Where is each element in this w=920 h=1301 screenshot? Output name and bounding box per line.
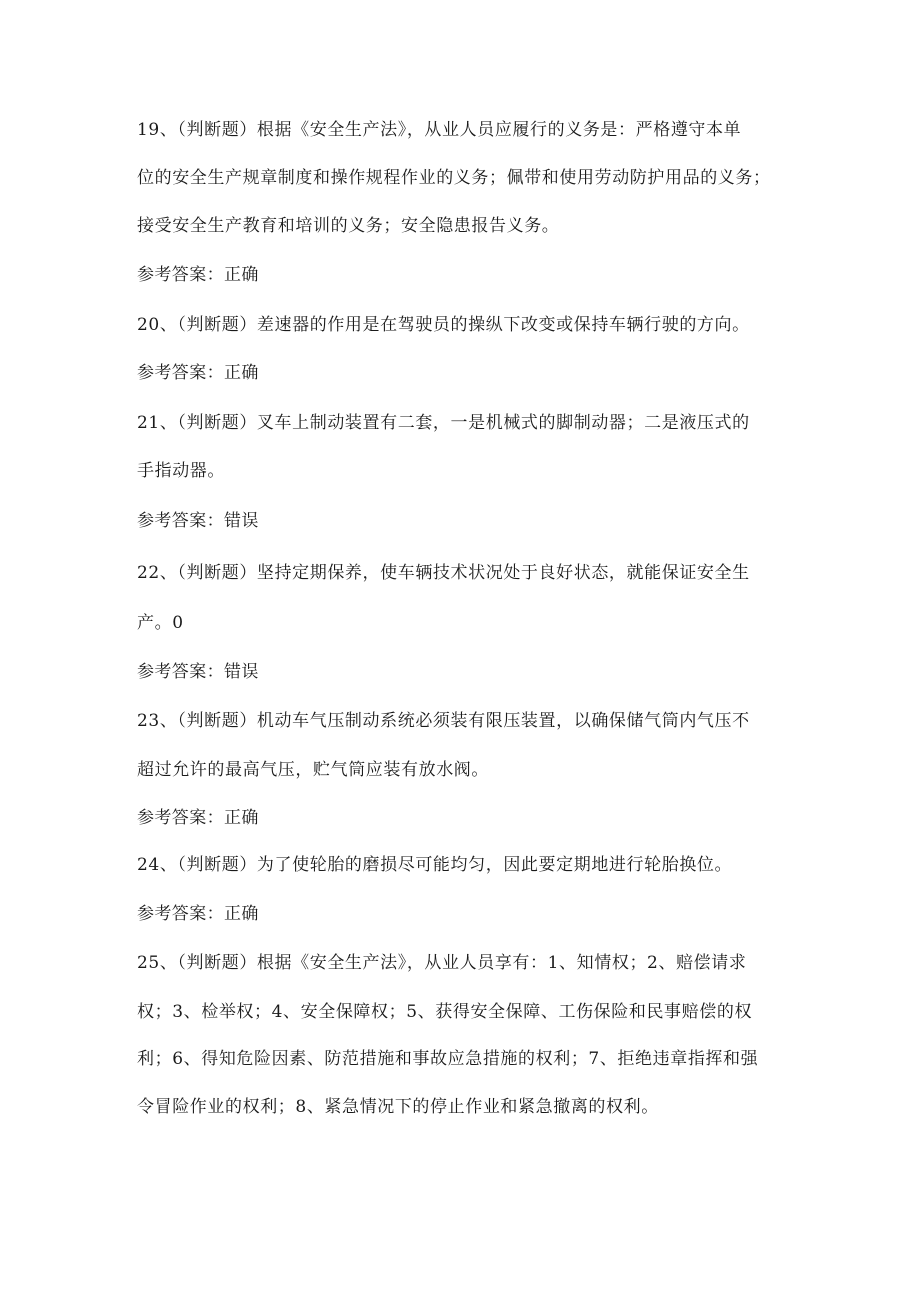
question-22-line-2: 产。0 (137, 613, 184, 633)
question-23-line-1: 23、（判断题）机动车气压制动系统必须装有限压装置，以确保储气筒内气压不 (137, 711, 750, 731)
question-19-line-2: 位的安全生产规章制度和操作规程作业的义务；佩带和使用劳动防护用品的义务； (137, 168, 771, 188)
question-22-answer: 参考答案：错误 (137, 662, 259, 682)
question-19-line-3: 接受安全生产教育和培训的义务；安全隐患报告义务。 (137, 216, 560, 236)
question-25-line-2: 权；3、检举权；4、安全保障权；5、获得安全保障、工伤保险和民事赔偿的权 (137, 1002, 753, 1022)
question-24-line-1: 24、（判断题）为了使轮胎的磨损尽可能均匀，因此要定期地进行轮胎换位。 (137, 855, 733, 875)
question-25-line-1: 25、（判断题）根据《安全生产法》，从业人员享有：1、知情权；2、赔偿请求 (137, 953, 747, 973)
question-19-line-1: 19、（判断题）根据《安全生产法》，从业人员应履行的义务是：严格遵守本单 (137, 120, 742, 140)
question-24-answer: 参考答案：正确 (137, 904, 259, 924)
question-20-line-1: 20、（判断题）差速器的作用是在驾驶员的操纵下改变或保持车辆行驶的方向。 (137, 315, 750, 335)
question-22-line-1: 22、（判断题）坚持定期保养，使车辆技术状况处于良好状态，就能保证安全生 (137, 563, 750, 583)
question-25-line-4: 令冒险作业的权利；8、紧急情况下的停止作业和紧急撤离的权利。 (137, 1097, 659, 1117)
question-23-line-2: 超过允许的最高气压，贮气筒应装有放水阀。 (137, 760, 489, 780)
question-21-answer: 参考答案：错误 (137, 511, 259, 531)
question-19-answer: 参考答案：正确 (137, 265, 259, 285)
question-21-line-1: 21、（判断题）叉车上制动装置有二套，一是机械式的脚制动器；二是液压式的 (137, 413, 750, 433)
question-25-line-3: 利；6、得知危险因素、防范措施和事故应急措施的权利；7、拒绝违章指挥和强 (137, 1049, 759, 1069)
question-21-line-2: 手指动器。 (137, 461, 225, 481)
question-20-answer: 参考答案：正确 (137, 363, 259, 383)
question-23-answer: 参考答案：正确 (137, 808, 259, 828)
